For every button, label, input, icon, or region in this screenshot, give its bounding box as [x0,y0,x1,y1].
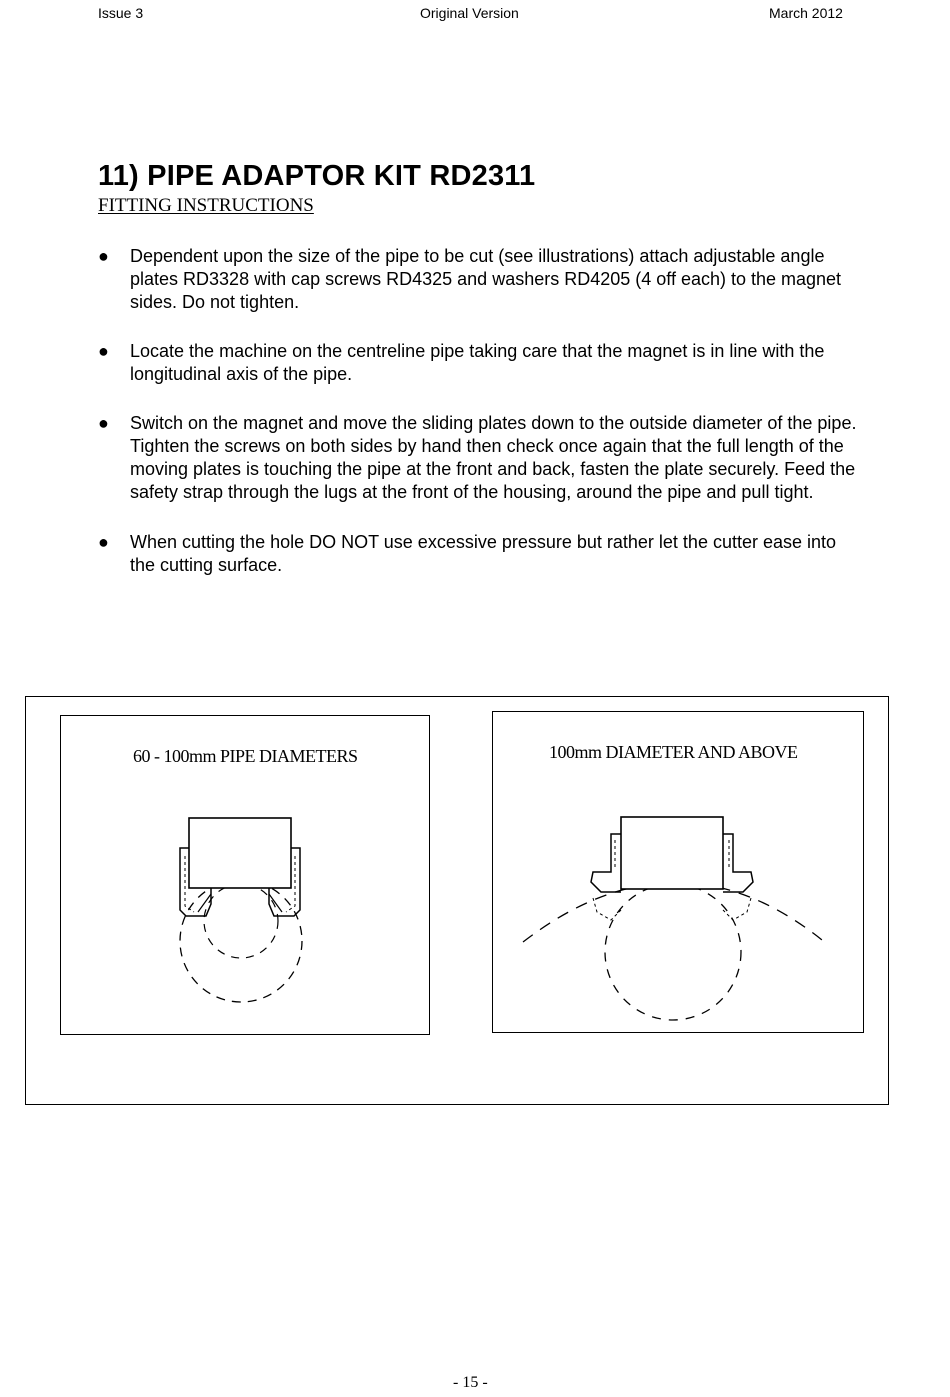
instruction-item [98,531,858,577]
bullet-icon: ● [98,413,109,433]
section-subtitle: FITTING INSTRUCTIONS [98,195,314,216]
bullet-icon: ● [98,341,109,361]
bullet-icon: ● [98,532,109,552]
section-title: 11) PIPE ADAPTOR KIT RD2311 [98,160,536,192]
large-pipe-illustration [492,711,864,1033]
small-pipe-label: 60 - 100mm PIPE DIAMETERS [133,746,358,766]
header-version: Original Version [420,5,519,21]
large-pipe-label: 100mm DIAMETER AND ABOVE [549,742,798,762]
instruction-item [98,340,858,386]
instruction-item [98,245,858,314]
instruction-text: When cutting the hole DO NOT use excessive pressure but rather let the cutter ease into the cutting surface. [130,532,837,575]
instruction-text: Locate the machine on the centreline pipe taking care that the magnet is in line with the longitudinal axis of the pipe. [130,341,825,384]
small-pipe-illustration [60,715,430,1035]
illustration-frame [25,696,889,1105]
page-number: - 15 - [453,1374,488,1391]
instruction-text: Dependent upon the size of the pipe to be cut (see illustrations) attach adjustable angle plates RD3328 with cap screws RD4325 and washers RD4205 (4 off each) to the magnet sides. Do not tighten. [130,246,842,312]
instruction-item [98,412,858,504]
bullet-icon: ● [98,246,109,266]
instruction-text: Switch on the magnet and move the sliding plates down to the outside diameter of the pipe. Tighten the screws on both sides by hand then check once again that the full length of the moving plates is touching the pipe at the front and back, fasten the plate securely. Feed the safety strap through the lugs at the front of the housing, around the pipe and pull tight. [130,413,857,502]
instruction-list [98,245,858,577]
header-issue: Issue 3 [98,5,144,21]
header-date: March 2012 [769,5,843,21]
